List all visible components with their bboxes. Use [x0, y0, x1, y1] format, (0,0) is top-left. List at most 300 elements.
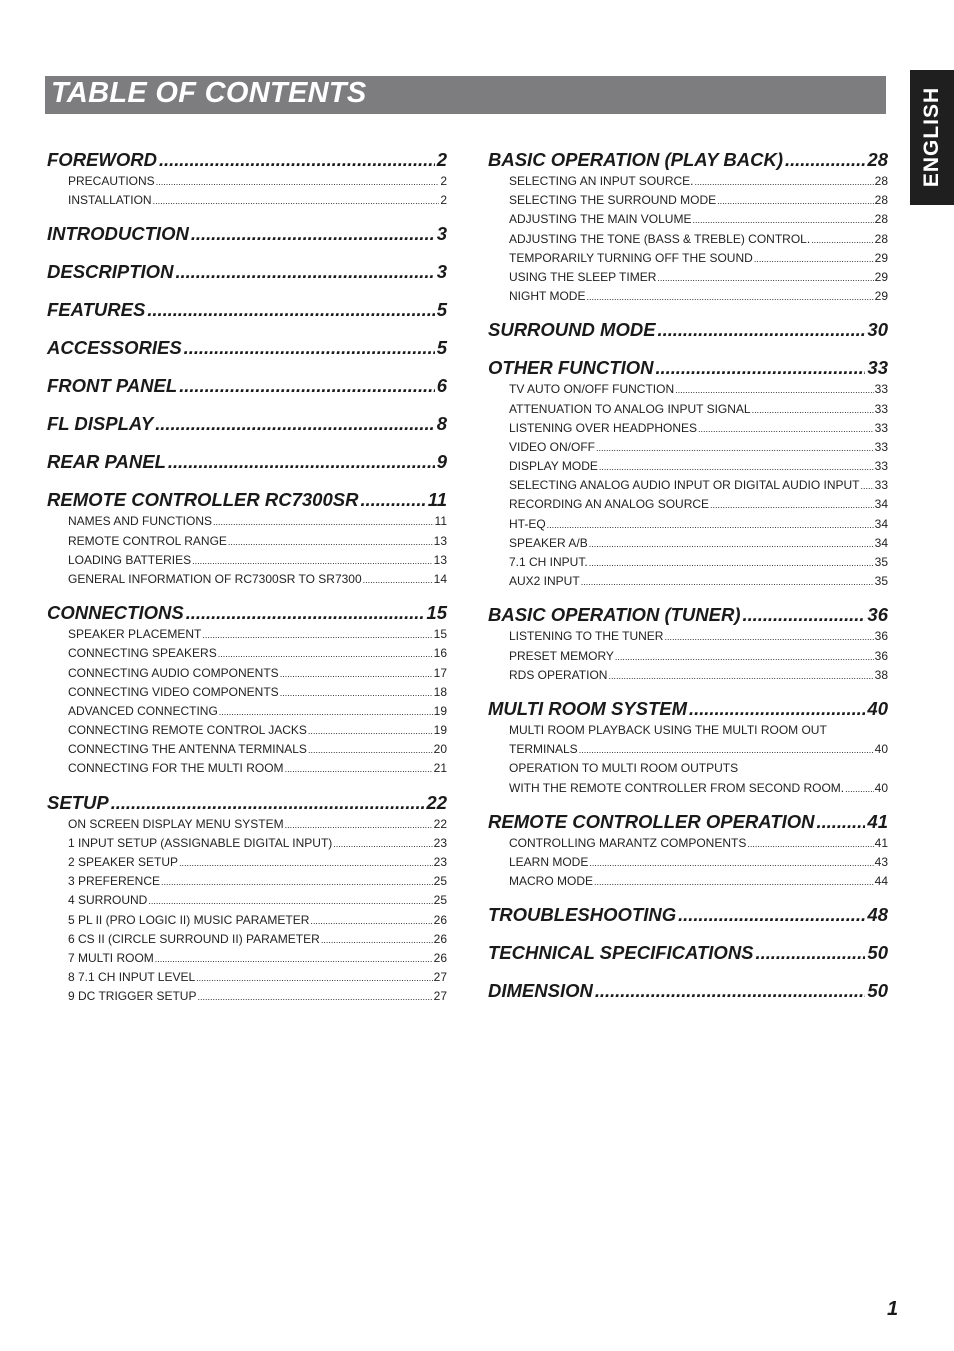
toc-section-heading[interactable] — [47, 260, 447, 284]
subitem-label: ON SCREEN DISPLAY MENU SYSTEM — [68, 816, 284, 831]
toc-subitem[interactable] — [68, 930, 447, 949]
subitem-label: SPEAKER A/B — [509, 535, 588, 550]
section-title: FOREWORD — [47, 149, 157, 170]
dot-leader — [717, 191, 874, 211]
dot-leader — [657, 268, 873, 288]
toc-section — [47, 412, 447, 436]
subitem-page: 21 — [433, 761, 447, 776]
dot-leader — [596, 438, 874, 458]
toc-subitem[interactable] — [509, 457, 888, 476]
dot-leader — [321, 930, 433, 950]
dot-leader — [547, 515, 874, 535]
subitem-label: MACRO MODE — [509, 874, 593, 889]
toc-subitem[interactable] — [68, 853, 447, 872]
subitem-page: 38 — [874, 667, 888, 682]
toc-section — [47, 488, 447, 589]
toc-subitem[interactable] — [509, 872, 888, 891]
subitem-page: 19 — [433, 723, 447, 738]
toc-section-heading[interactable] — [488, 697, 888, 721]
subitem-label: CONNECTING THE ANTENNA TERMINALS — [68, 742, 307, 757]
toc-subitem[interactable] — [509, 476, 888, 495]
subitem-page: 17 — [433, 665, 447, 680]
subitem-page: 44 — [874, 874, 888, 889]
dot-leader — [594, 872, 874, 892]
dot-leader — [861, 476, 874, 496]
toc-subitem[interactable] — [509, 834, 888, 853]
toc-subitem[interactable] — [509, 627, 888, 646]
section-page: 41 — [867, 810, 888, 832]
toc-subitem[interactable] — [509, 572, 888, 591]
section-page: 50 — [867, 942, 888, 964]
section-title: BASIC OPERATION (TUNER) — [488, 604, 741, 626]
toc-subitem[interactable] — [68, 532, 447, 551]
subitem-page: 34 — [874, 516, 888, 531]
subitem-label: SELECTING AN INPUT SOURCE. — [509, 174, 694, 188]
subitem-page: 34 — [874, 535, 888, 550]
dot-leader — [219, 702, 433, 722]
subitem-page: 40 — [874, 780, 888, 795]
toc-subitem[interactable] — [509, 419, 888, 438]
subitem-page: 27 — [433, 989, 447, 1004]
dot-leader — [675, 380, 874, 400]
dot-leader — [280, 683, 433, 703]
section-page: 3 — [436, 223, 447, 245]
toc-section-heading[interactable] — [488, 603, 888, 627]
section-page: 33 — [867, 357, 888, 379]
subitem-label: CONTROLLING MARANTZ COMPONENTS — [509, 835, 747, 850]
subitem-page: 16 — [433, 646, 447, 661]
toc-subitem[interactable] — [509, 287, 888, 306]
dot-leader — [202, 625, 432, 645]
toc-section — [47, 601, 447, 779]
subitem-label: TV AUTO ON/OFF FUNCTION — [509, 382, 675, 397]
dot-leader — [698, 419, 874, 439]
toc-section — [47, 260, 447, 284]
toc-subitem[interactable] — [509, 268, 888, 287]
subitem-page: 33 — [874, 439, 888, 454]
subitem-label: AUX2 INPUT — [509, 574, 580, 589]
toc-section — [47, 450, 447, 474]
toc-subitem[interactable] — [509, 534, 888, 553]
dot-leader — [218, 644, 433, 664]
subitem-label: WITH THE REMOTE CONTROLLER FROM SECOND ROOM. — [509, 780, 845, 795]
dot-leader — [655, 356, 865, 380]
toc-subitem[interactable] — [509, 759, 888, 778]
subitem-page: 29 — [874, 289, 888, 304]
section-title: CONNECTIONS — [47, 602, 184, 624]
subitem-page: 34 — [874, 497, 888, 512]
toc-subitems — [47, 625, 447, 779]
subitem-page: 33 — [874, 420, 888, 435]
section-title: REAR PANEL — [47, 451, 166, 473]
dot-leader — [754, 249, 874, 269]
toc-section-heading[interactable] — [488, 318, 888, 342]
dot-leader — [196, 968, 432, 988]
dot-leader — [664, 627, 873, 647]
subitem-page: 29 — [874, 250, 888, 265]
subitem-page: 28 — [874, 231, 888, 246]
toc-section — [47, 791, 447, 1007]
subitem-page: 35 — [874, 555, 888, 569]
dot-leader — [155, 412, 434, 436]
toc-subitems — [488, 172, 888, 306]
dot-leader — [586, 287, 873, 307]
dot-leader — [179, 374, 435, 398]
toc-section — [488, 148, 888, 306]
toc-subitem[interactable] — [68, 891, 447, 910]
section-page: 48 — [867, 904, 888, 926]
subitem-label: CONNECTING VIDEO COMPONENTS — [68, 684, 279, 699]
toc-section — [488, 356, 888, 591]
dot-leader — [747, 834, 873, 854]
dot-leader — [579, 740, 874, 760]
subitem-page: 20 — [433, 742, 447, 757]
dot-leader — [845, 779, 874, 799]
toc-subitem[interactable] — [509, 666, 888, 685]
toc-left-column — [47, 148, 447, 1019]
dot-leader — [689, 697, 865, 721]
dot-leader — [333, 834, 432, 854]
toc-section-heading[interactable] — [47, 601, 447, 625]
subitem-label: 9 DC TRIGGER SETUP — [68, 989, 197, 1004]
section-title: FL DISPLAY — [47, 413, 154, 435]
toc-section — [488, 318, 888, 342]
dot-leader — [678, 903, 865, 927]
toc-subitem[interactable] — [68, 987, 447, 1006]
dot-leader — [285, 815, 433, 835]
toc-section — [488, 697, 888, 798]
subitem-page: 2 — [440, 193, 447, 208]
section-page: 30 — [867, 319, 888, 341]
page-number: 1 — [887, 1298, 899, 1320]
subitem-page: 36 — [874, 629, 888, 644]
toc-section-heading[interactable] — [488, 979, 888, 1003]
section-title: MULTI ROOM SYSTEM — [488, 697, 688, 719]
dot-leader — [153, 191, 440, 211]
dot-leader — [743, 603, 866, 627]
section-title: FEATURES — [47, 299, 146, 321]
subitem-label: 7 MULTI ROOM — [68, 950, 154, 965]
section-page: 5 — [436, 337, 447, 359]
toc-section-heading[interactable] — [47, 450, 447, 474]
dot-leader — [285, 759, 433, 779]
subitem-label: CONNECTING REMOTE CONTROL JACKS — [68, 723, 307, 738]
toc-section-heading[interactable] — [488, 148, 888, 172]
subitem-label: 3 PREFERENCE — [68, 874, 161, 889]
toc-subitem[interactable] — [509, 853, 888, 872]
section-title: ACCESSORIES — [47, 337, 182, 359]
toc-subitems — [488, 721, 888, 798]
dot-leader — [228, 532, 433, 552]
subitem-page: 26 — [433, 950, 447, 965]
toc-subitem[interactable] — [68, 815, 447, 834]
toc-subitem[interactable] — [509, 721, 888, 740]
subitem-label: CONNECTING AUDIO COMPONENTS — [68, 665, 279, 680]
toc-subitem[interactable] — [509, 438, 888, 457]
dot-leader — [589, 853, 873, 873]
toc-section-heading[interactable] — [488, 941, 888, 965]
toc-subitem[interactable] — [509, 172, 888, 191]
toc-section-heading[interactable] — [47, 148, 447, 172]
toc-subitem[interactable] — [68, 625, 447, 644]
subitem-label: OPERATION TO MULTI ROOM OUTPUTS — [509, 761, 739, 776]
subitem-label: USING THE SLEEP TIMER — [509, 269, 657, 284]
toc-subitem[interactable] — [68, 949, 447, 968]
subitem-label: SPEAKER PLACEMENT — [68, 627, 202, 642]
subitem-page: 26 — [433, 931, 447, 946]
toc-subitem[interactable] — [509, 210, 888, 229]
subitem-page: 25 — [433, 893, 447, 908]
toc-subitem[interactable] — [68, 512, 447, 531]
subitem-label: ADJUSTING THE TONE (BASS & TREBLE) CONTROL. — [509, 231, 811, 246]
subitem-page: 11 — [434, 514, 447, 529]
subitem-page: 18 — [433, 684, 447, 699]
dot-leader — [148, 891, 432, 911]
subitem-label: LEARN MODE — [509, 854, 589, 869]
subitem-label: RDS OPERATION — [509, 667, 608, 682]
subitem-page: 40 — [874, 742, 888, 757]
toc-subitem[interactable] — [68, 721, 447, 740]
section-page: 28 — [867, 149, 888, 170]
subitem-page: 28 — [874, 212, 888, 227]
section-page: 2 — [436, 149, 447, 170]
subitem-label: 4 SURROUND — [68, 893, 148, 908]
toc-subitem[interactable] — [509, 515, 888, 534]
dot-leader — [155, 949, 433, 969]
subitem-label: NAMES AND FUNCTIONS — [68, 514, 213, 529]
language-tab-label: ENGLISH — [920, 86, 943, 188]
subitem-label: DISPLAY MODE — [509, 459, 598, 474]
subitem-label: MULTI ROOM PLAYBACK USING THE MULTI ROOM OUT — [509, 722, 827, 737]
toc-section-heading[interactable] — [47, 488, 447, 512]
toc-subitem[interactable] — [68, 644, 447, 663]
toc-subitem[interactable] — [509, 647, 888, 666]
section-page: 3 — [436, 261, 447, 283]
subitem-page: 36 — [874, 648, 888, 663]
dot-leader — [161, 872, 433, 892]
section-title: REMOTE CONTROLLER RC7300SR — [47, 489, 359, 511]
subitem-page: 23 — [433, 855, 447, 869]
toc-subitem[interactable] — [509, 400, 888, 419]
dot-leader — [159, 148, 435, 172]
section-title: REMOTE CONTROLLER OPERATION — [488, 810, 815, 832]
dot-leader — [156, 172, 440, 192]
dot-leader — [111, 791, 425, 815]
dot-leader — [308, 740, 433, 760]
subitem-label: 6 CS II (CIRCLE SURROUND II) PARAMETER — [68, 931, 320, 946]
subitem-label: 7.1 CH INPUT. — [509, 555, 588, 569]
dot-leader — [608, 666, 873, 686]
subitem-label: ADVANCED CONNECTING — [68, 703, 218, 718]
subitem-page: 25 — [433, 874, 447, 889]
toc-subitem[interactable] — [68, 872, 447, 891]
toc-section — [488, 941, 888, 965]
dot-leader — [197, 987, 432, 1007]
toc-subitem[interactable] — [68, 702, 447, 721]
toc-subitem[interactable] — [509, 191, 888, 210]
toc-section-heading[interactable] — [47, 336, 447, 360]
section-page: 5 — [436, 299, 447, 321]
toc-section — [488, 603, 888, 685]
dot-leader — [191, 222, 435, 246]
section-page: 11 — [427, 489, 447, 511]
section-title: DESCRIPTION — [47, 261, 174, 283]
dot-leader — [168, 450, 435, 474]
subitem-page: 33 — [874, 382, 888, 397]
dot-leader — [184, 336, 435, 360]
subitem-label: PRESET MEMORY — [509, 648, 614, 663]
language-tab — [910, 70, 954, 205]
toc-subitem[interactable] — [509, 779, 888, 798]
dot-leader — [756, 941, 866, 965]
section-page: 15 — [426, 602, 447, 624]
dot-leader — [599, 457, 874, 477]
toc-subitem[interactable] — [68, 551, 447, 570]
subitem-label: CONNECTING SPEAKERS — [68, 646, 217, 661]
dot-leader — [694, 172, 873, 192]
toc-section — [47, 374, 447, 398]
toc-section — [47, 298, 447, 322]
dot-leader — [581, 572, 874, 592]
dot-leader — [589, 553, 874, 573]
subitem-page: 43 — [874, 854, 888, 869]
dot-leader — [213, 512, 434, 532]
subitem-page: 41 — [874, 835, 888, 850]
toc-section-heading[interactable] — [47, 222, 447, 246]
toc-section-heading[interactable] — [47, 298, 447, 322]
toc-right-column — [488, 148, 888, 1017]
toc-subitem[interactable] — [509, 230, 888, 249]
toc-section — [47, 336, 447, 360]
section-page: 50 — [867, 980, 888, 1002]
subitem-label: ATTENUATION TO ANALOG INPUT SIGNAL — [509, 401, 751, 416]
subitem-page: 35 — [874, 574, 888, 589]
section-title: OTHER FUNCTION — [488, 357, 654, 379]
toc-subitem[interactable] — [68, 570, 447, 589]
dot-leader — [811, 230, 873, 250]
toc-section-heading[interactable] — [47, 412, 447, 436]
subitem-label: SELECTING ANALOG AUDIO INPUT OR DIGITAL AUDIO INPUT — [509, 478, 860, 493]
section-title: TROUBLESHOOTING — [488, 904, 677, 926]
toc-subitem[interactable] — [509, 495, 888, 514]
toc-section — [488, 979, 888, 1003]
dot-leader — [785, 148, 865, 172]
toc-section-heading[interactable] — [47, 374, 447, 398]
toc-subitem[interactable] — [68, 834, 447, 853]
dot-leader — [658, 318, 866, 342]
dot-leader — [280, 664, 433, 684]
toc-subitem[interactable] — [509, 553, 888, 572]
toc-subitem[interactable] — [68, 683, 447, 702]
section-page: 6 — [436, 375, 447, 397]
toc-subitem[interactable] — [509, 380, 888, 399]
toc-subitem[interactable] — [509, 249, 888, 268]
toc-subitem[interactable] — [68, 664, 447, 683]
section-page: 9 — [436, 451, 447, 473]
toc-section-heading[interactable] — [488, 903, 888, 927]
dot-leader — [615, 647, 874, 667]
subitem-label: SELECTING THE SURROUND MODE — [509, 193, 717, 208]
section-page: 40 — [867, 697, 888, 719]
dot-leader — [175, 260, 434, 284]
subitem-page: 28 — [874, 193, 888, 208]
toc-section-heading[interactable] — [488, 810, 888, 834]
dot-leader — [692, 210, 873, 230]
dot-leader — [710, 495, 874, 515]
subitem-page: 27 — [433, 970, 447, 985]
dot-leader — [595, 979, 866, 1003]
subitem-page: 13 — [433, 552, 447, 567]
dot-leader — [308, 721, 433, 741]
subitem-label: LISTENING TO THE TUNER — [509, 629, 664, 644]
subitem-label: 1 INPUT SETUP (ASSIGNABLE DIGITAL INPUT) — [68, 835, 333, 850]
subitem-label: TERMINALS — [509, 742, 578, 757]
subitem-page: 28 — [874, 174, 888, 188]
subitem-label: 2 SPEAKER SETUP — [68, 855, 179, 869]
subitem-label: GENERAL INFORMATION OF RC7300SR TO SR7300 — [68, 571, 362, 586]
toc-section-heading[interactable] — [488, 356, 888, 380]
subitem-page: 14 — [433, 571, 447, 586]
toc-subitem[interactable] — [68, 191, 447, 210]
subitem-label: 5 PL II (PRO LOGIC II) MUSIC PARAMETER — [68, 912, 310, 927]
subitem-page: 19 — [433, 703, 447, 718]
dot-leader — [360, 488, 425, 512]
toc-subitem[interactable] — [68, 911, 447, 930]
toc-subitem[interactable] — [68, 740, 447, 759]
toc-section — [47, 222, 447, 246]
section-page: 36 — [867, 604, 888, 626]
section-title: BASIC OPERATION (PLAY BACK) — [488, 149, 783, 170]
page-title: TABLE OF CONTENTS — [51, 77, 367, 109]
dot-leader — [147, 298, 434, 322]
section-title: SURROUND MODE — [488, 319, 656, 341]
subitem-label: LISTENING OVER HEADPHONES — [509, 420, 698, 435]
toc-section-heading[interactable] — [47, 791, 447, 815]
subitem-page: 22 — [433, 816, 447, 831]
subitem-label: REMOTE CONTROL RANGE — [68, 533, 227, 548]
title-bar — [45, 76, 886, 114]
subitem-page: 29 — [874, 269, 888, 284]
subitem-page: 15 — [433, 627, 447, 642]
toc-subitems — [488, 380, 888, 591]
subitem-label: VIDEO ON/OFF — [509, 439, 596, 454]
subitem-label: LOADING BATTERIES — [68, 552, 192, 567]
subitem-page: 26 — [433, 912, 447, 927]
subitem-label: RECORDING AN ANALOG SOURCE — [509, 497, 710, 512]
toc-subitem[interactable] — [68, 759, 447, 778]
subitem-label: HT-EQ — [509, 516, 546, 531]
subitem-label: PRECAUTIONS — [68, 174, 155, 188]
toc-subitem[interactable] — [68, 172, 447, 191]
dot-leader — [589, 534, 874, 554]
toc-section — [47, 148, 447, 210]
dot-leader — [192, 551, 433, 571]
section-page: 22 — [426, 791, 447, 813]
section-title: SETUP — [47, 791, 109, 813]
section-title: DIMENSION — [488, 980, 593, 1002]
subitem-page: 2 — [440, 174, 447, 188]
subitem-page: 13 — [433, 533, 447, 548]
dot-leader — [179, 853, 433, 873]
subitem-label: CONNECTING FOR THE MULTI ROOM — [68, 761, 284, 776]
subitem-page: 33 — [874, 478, 888, 493]
subitem-page: 23 — [433, 835, 447, 850]
toc-subitems — [488, 627, 888, 685]
dot-leader — [817, 810, 866, 834]
subitem-label: ADJUSTING THE MAIN VOLUME — [509, 212, 692, 227]
toc-subitem[interactable] — [509, 740, 888, 759]
toc-subitem[interactable] — [68, 968, 447, 987]
